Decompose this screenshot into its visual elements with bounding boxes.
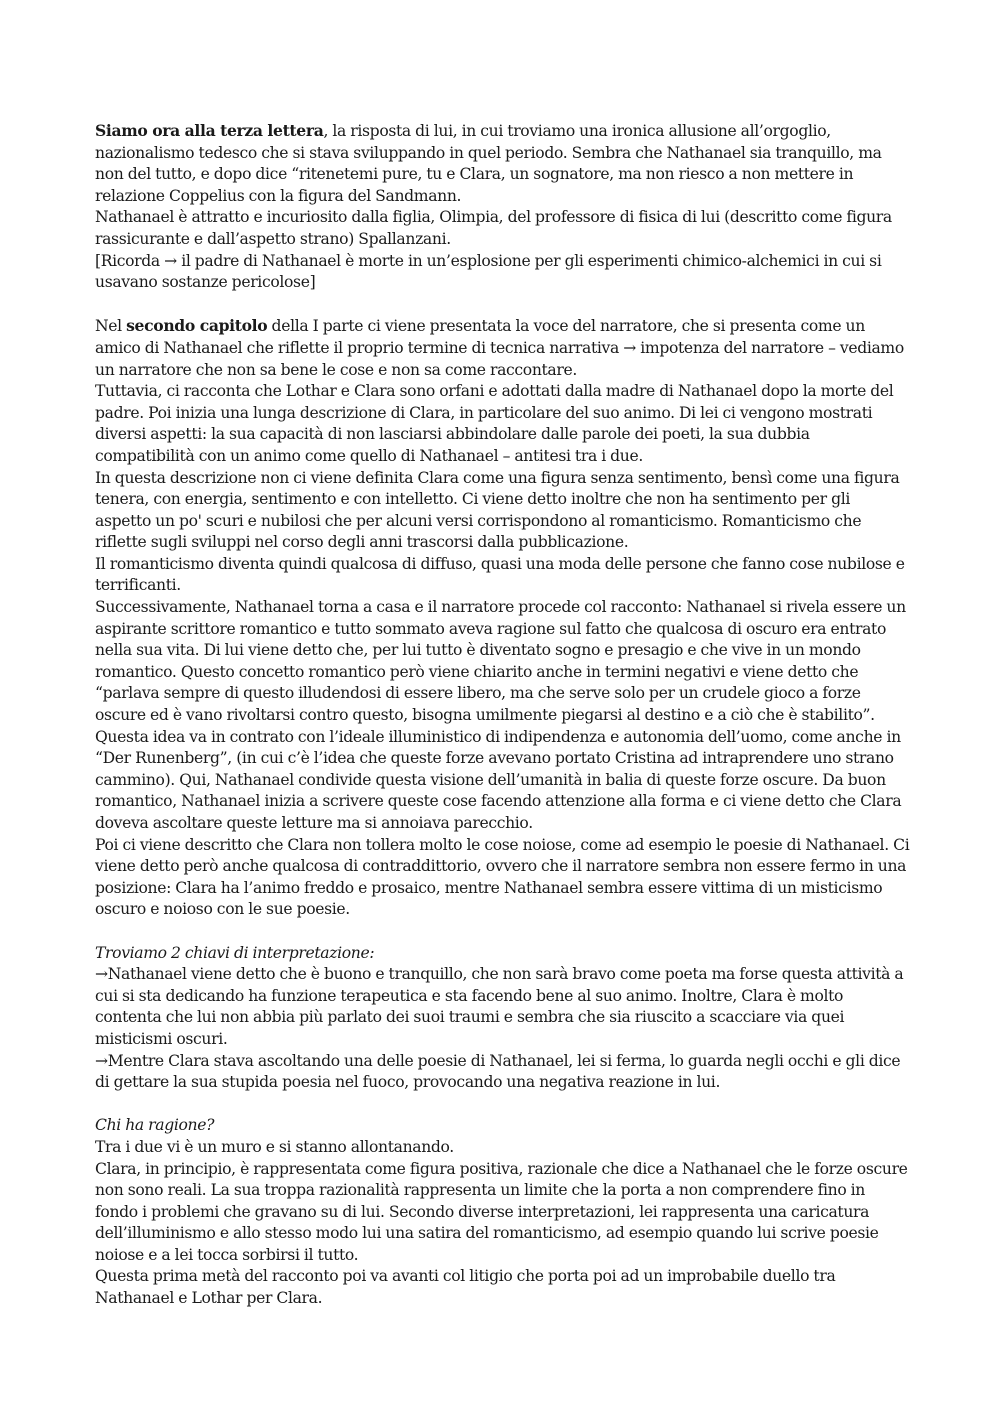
paragraph-olimpia: Nathanael è attratto e incuriosito dalla figlia, Olimpia, del professore di fisica di lui (descritto come figura rassicurante e dall’aspetto strano) Spallanzani. bbox=[95, 208, 892, 248]
paragraph-muro: Tra i due vi è un muro e si stanno allontanando. bbox=[95, 1137, 454, 1156]
document-page bbox=[95, 120, 910, 1310]
section-heading-ragione: Chi ha ragione? bbox=[95, 1116, 215, 1135]
bold-term: secondo capitolo bbox=[126, 316, 268, 336]
paragraph-text: della I parte ci viene presentata la voce del narratore, che si presenta come un amico di Nathanael che riflette il proprio termine di tecnica narrativa → impotenza del narratore – vediamo un narratore che non sa bene le cose e non sa come raccontare. bbox=[95, 317, 904, 379]
paragraph-descrizione-clara: In questa descrizione non ci viene definita Clara come una figura senza sentimento, bensì come una figura tenera, con energia, sentimento e con intelletto. Ci viene detto inoltre che non ha sentimento per gli aspetto un po' scuri e nubilosi che per alcuni versi corrispondono al romanticismo. Romanticismo che riflette sugli sviluppi nel corso degli anni trascorsi dalla pubblicazione. bbox=[95, 468, 900, 552]
paragraph-terza-lettera bbox=[95, 120, 910, 207]
paragraph-orfani: Tuttavia, ci racconta che Lothar e Clara sono orfani e adottati dalla madre di Nathanael dopo la morte del padre. Poi inizia una lunga descrizione di Clara, in particolare del suo animo. Di lei ci vengono mostrati diversi aspetti: la sua capacità di non lasciarsi abbindolare dalle parole dei poeti, la sua dubbia compatibilità con un animo come quello di Nathanael – antitesi tra i due. bbox=[95, 382, 894, 465]
paragraph-chiave-1: →Nathanael viene detto che è buono e tranquillo, che non sarà bravo come poeta ma forse questa attività a cui si sta dedicando ha funzione terapeutica e sta facendo bene al suo animo. Inoltre, Clara è molto contenta che lui non abbia più parlato dei suoi traumi e sembra che sia riuscito a scacciare via quei misticismi oscuri. bbox=[95, 965, 904, 1048]
section-heading-chiavi: Troviamo 2 chiavi di interpretazione: bbox=[95, 943, 375, 962]
spacer bbox=[95, 921, 910, 943]
spacer bbox=[95, 1094, 910, 1116]
paragraph-ricorda: [Ricorda → il padre di Nathanael è morte in un’esplosione per gli esperimenti chimico-alchemici in cui si usavano sostanze pericolose] bbox=[95, 251, 882, 292]
paragraph-secondo-capitolo bbox=[95, 315, 910, 381]
paragraph-text: Nel bbox=[95, 317, 127, 336]
paragraph-clara-noiose: Poi ci viene descritto che Clara non tollera molto le cose noiose, come ad esempio le poesie di Nathanael. Ci viene detto però anche qualcosa di contraddittorio, ovvero che il narratore sembra non essere fermo in una posizione: Clara ha l’animo freddo e prosaico, mentre Nathanael sembra essere vittima di un misticismo oscuro e noioso con le sue poesie. bbox=[95, 835, 910, 919]
paragraph-duello: Questa prima metà del racconto poi va avanti col litigio che porta poi ad un improbabile duello tra Nathanael e Lothar per Clara. bbox=[95, 1267, 836, 1308]
paragraph-successivamente: Successivamente, Nathanael torna a casa e il narratore procede col racconto: Nathanael si rivela essere un aspirante scrittore romantico e tutto sommato aveva ragione sul fatto che qualcosa di oscuro era entrato nella sua vita. Di lui viene detto che, per lui tutto è diventato sogno e presagio e che vive in un mondo romantico. Questo concetto romantico però viene chiarito anche in termini negativi e viene detto che “parlava sempre di questo illudendosi di essere libero, ma che serve solo per un crudele gioco a forze oscure ed è vano rivoltarsi contro questo, bisogna umilmente piegarsi al destino e a ciò che è stabilito”. Questa idea va in contrato con l’ideale illuministico di indipendenza e autonomia dell’uomo, come anche in “Der Runenberg”, (in cui c’è l’idea che queste forze avevano portato Cristina ad intraprendere uno strano cammino). Qui, Nathanael condivide questa visione dell’umanità in balia di queste forze oscure. Da buon romantico, Nathanael inizia a scrivere queste cose facendo attenzione alla forma e ci viene detto che Clara doveva ascoltare queste letture ma si annoiava parecchio. bbox=[95, 598, 906, 832]
paragraph-romanticismo: Il romanticismo diventa quindi qualcosa di diffuso, quasi una moda delle persone che fanno cose nubilose e terrificanti. bbox=[95, 554, 905, 595]
bold-lead: Siamo ora alla terza lettera bbox=[95, 121, 324, 140]
paragraph-clara-principio: Clara, in principio, è rappresentata come figura positiva, razionale che dice a Nathanael che le forze oscure non sono reali. La sua troppa razionalità rappresenta un limite che la porta a non comprendere fino in fondo i problemi che gravano su di lui. Secondo diverse interpretazioni, lei rappresenta una caricatura dell’illuminismo e allo stesso modo lui una satira del romanticismo, ad esempio quando lui scrive poesie noiose e a lei tocca sorbirsi il tutto. bbox=[95, 1159, 908, 1264]
spacer bbox=[95, 294, 910, 316]
paragraph-chiave-2: →Mentre Clara stava ascoltando una delle poesie di Nathanael, lei si ferma, lo guarda negli occhi e gli dice di gettare la sua stupida poesia nel fuoco, provocando una negativa reazione in lui. bbox=[95, 1051, 901, 1092]
paragraph-text: , la risposta di lui, in cui troviamo una ironica allusione all’orgoglio, nazionalismo tedesco che si stava sviluppando in quel periodo. Sembra che Nathanael sia tranquillo, ma non del tutto, e dopo dice “ritenetemi pure, tu e Clara, un sognatore, ma non riesco a non mettere in relazione Coppelius con la figura del Sandmann. bbox=[95, 122, 882, 205]
